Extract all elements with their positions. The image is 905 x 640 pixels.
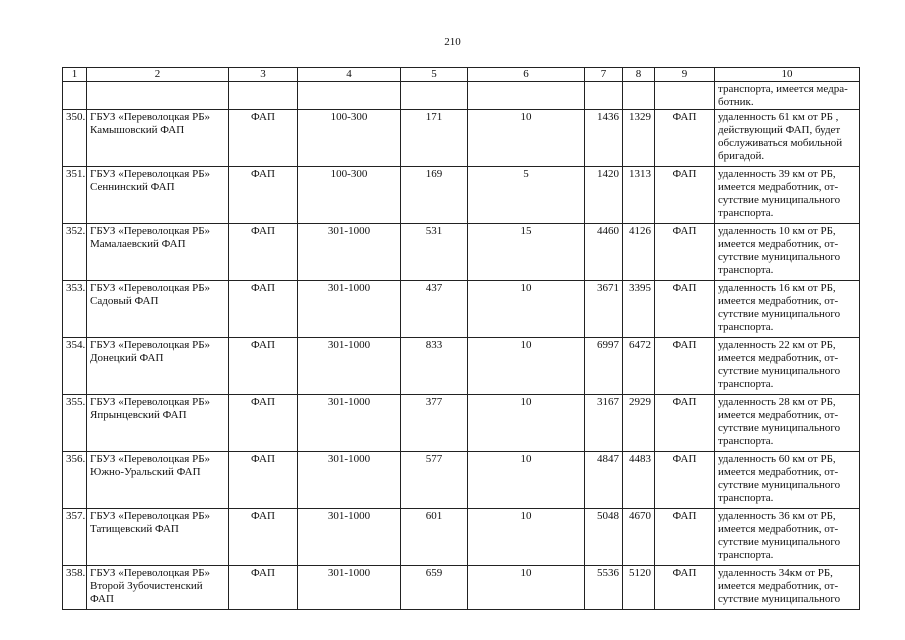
facility-name: ГБУЗ «Переволоцкая РБ» Донецкий ФАП [87,338,229,395]
col-6-value: 10 [468,395,585,452]
facility-note: удаленность 60 км от РБ, имеется медработник, от- сутствие муниципального транспорта. [715,452,860,509]
col-6-value: 10 [468,281,585,338]
table-row [63,395,860,452]
population-range: 301-1000 [298,281,401,338]
population-range: 301-1000 [298,338,401,395]
table-cell [468,82,585,110]
col-8-value: 6472 [623,338,655,395]
col-6-value: 10 [468,509,585,566]
col-9-value: ФАП [655,224,715,281]
header-cell-6: 6 [468,68,585,82]
col-7-value: 3671 [585,281,623,338]
facility-name: ГБУЗ «Переволоцкая РБ» Мамалаевский ФАП [87,224,229,281]
header-cell-3: 3 [229,68,298,82]
col-5-value: 437 [401,281,468,338]
col-8-value: 1329 [623,110,655,167]
col-7-value: 6997 [585,338,623,395]
facility-name: ГБУЗ «Переволоцкая РБ» Япрынцевский ФАП [87,395,229,452]
row-number: 356. [63,452,87,509]
table-cell [298,82,401,110]
header-cell-7: 7 [585,68,623,82]
col-7-value: 1436 [585,110,623,167]
facility-note: удаленность 10 км от РБ, имеется медработник, от- сутствие муниципального транспорта. [715,224,860,281]
facility-type: ФАП [229,224,298,281]
col-5-value: 601 [401,509,468,566]
col-8-value: 2929 [623,395,655,452]
col-9-value: ФАП [655,110,715,167]
page-number: 210 [444,36,461,48]
col-8-value: 5120 [623,566,655,610]
col-6-value: 5 [468,167,585,224]
col-7-value: 4847 [585,452,623,509]
table-cell [623,82,655,110]
population-range: 301-1000 [298,395,401,452]
facility-type: ФАП [229,110,298,167]
facility-note: удаленность 16 км от РБ, имеется медработник, от- сутствие муниципального транспорта. [715,281,860,338]
table-row [63,452,860,509]
table-cell [655,82,715,110]
facility-type: ФАП [229,566,298,610]
col-5-value: 577 [401,452,468,509]
header-cell-2: 2 [87,68,229,82]
col-5-value: 169 [401,167,468,224]
header-cell-9: 9 [655,68,715,82]
col-7-value: 4460 [585,224,623,281]
facility-note: удаленность 61 км от РБ , действующий ФАП, будет обслуживаться мобильной бригадой. [715,110,860,167]
population-range: 301-1000 [298,452,401,509]
table-cell [229,82,298,110]
col-9-value: ФАП [655,509,715,566]
population-range: 301-1000 [298,509,401,566]
col-6-value: 10 [468,110,585,167]
table-row [63,338,860,395]
row-number: 352. [63,224,87,281]
facility-note: удаленность 39 км от РБ, имеется медработник, от- сутствие муниципального транспорта. [715,167,860,224]
continuation-row [63,82,860,110]
facility-name: ГБУЗ «Переволоцкая РБ» Южно-Уральский ФАП [87,452,229,509]
table-header-row [63,68,860,82]
col-7-value: 5048 [585,509,623,566]
row-number: 355. [63,395,87,452]
continuation-note: транспорта, имеется медра- ботник. [715,82,860,110]
facilities-table [62,67,860,610]
col-6-value: 15 [468,224,585,281]
facility-name: ГБУЗ «Переволоцкая РБ» Сеннинский ФАП [87,167,229,224]
col-9-value: ФАП [655,281,715,338]
col-9-value: ФАП [655,395,715,452]
header-cell-10: 10 [715,68,860,82]
col-5-value: 833 [401,338,468,395]
col-7-value: 5536 [585,566,623,610]
facility-name: ГБУЗ «Переволоцкая РБ» Второй Зубочистенский ФАП [87,566,229,610]
col-5-value: 659 [401,566,468,610]
col-8-value: 1313 [623,167,655,224]
header-cell-5: 5 [401,68,468,82]
col-8-value: 4126 [623,224,655,281]
col-5-value: 377 [401,395,468,452]
col-5-value: 171 [401,110,468,167]
facility-type: ФАП [229,167,298,224]
col-6-value: 10 [468,338,585,395]
col-8-value: 4670 [623,509,655,566]
col-9-value: ФАП [655,338,715,395]
row-number: 351. [63,167,87,224]
facility-name: ГБУЗ «Переволоцкая РБ» Камышовский ФАП [87,110,229,167]
table-row [63,224,860,281]
header-cell-8: 8 [623,68,655,82]
table-row [63,281,860,338]
col-7-value: 1420 [585,167,623,224]
population-range: 301-1000 [298,224,401,281]
row-number: 350. [63,110,87,167]
table-row [63,509,860,566]
facility-type: ФАП [229,509,298,566]
col-9-value: ФАП [655,167,715,224]
facility-type: ФАП [229,338,298,395]
table-cell [87,82,229,110]
table-cell [585,82,623,110]
col-6-value: 10 [468,452,585,509]
facility-type: ФАП [229,452,298,509]
header-cell-1: 1 [63,68,87,82]
col-5-value: 531 [401,224,468,281]
facility-note: удаленность 34км от РБ, имеется медработник, от- сутствие муниципального [715,566,860,610]
population-range: 301-1000 [298,566,401,610]
table-cell [63,82,87,110]
header-cell-4: 4 [298,68,401,82]
table-row [63,566,860,610]
row-number: 354. [63,338,87,395]
row-number: 353. [63,281,87,338]
facility-type: ФАП [229,395,298,452]
table-row [63,167,860,224]
col-8-value: 4483 [623,452,655,509]
population-range: 100-300 [298,110,401,167]
facility-type: ФАП [229,281,298,338]
col-9-value: ФАП [655,452,715,509]
facility-name: ГБУЗ «Переволоцкая РБ» Садовый ФАП [87,281,229,338]
row-number: 358. [63,566,87,610]
table-row [63,110,860,167]
facility-note: удаленность 22 км от РБ, имеется медработник, от- сутствие муниципального транспорта. [715,338,860,395]
facility-note: удаленность 36 км от РБ, имеется медработник, от- сутствие муниципального транспорта. [715,509,860,566]
col-9-value: ФАП [655,566,715,610]
population-range: 100-300 [298,167,401,224]
col-7-value: 3167 [585,395,623,452]
facility-note: удаленность 28 км от РБ, имеется медработник, от- сутствие муниципального транспорта. [715,395,860,452]
facility-name: ГБУЗ «Переволоцкая РБ» Татищевский ФАП [87,509,229,566]
col-6-value: 10 [468,566,585,610]
col-8-value: 3395 [623,281,655,338]
table-cell [401,82,468,110]
row-number: 357. [63,509,87,566]
